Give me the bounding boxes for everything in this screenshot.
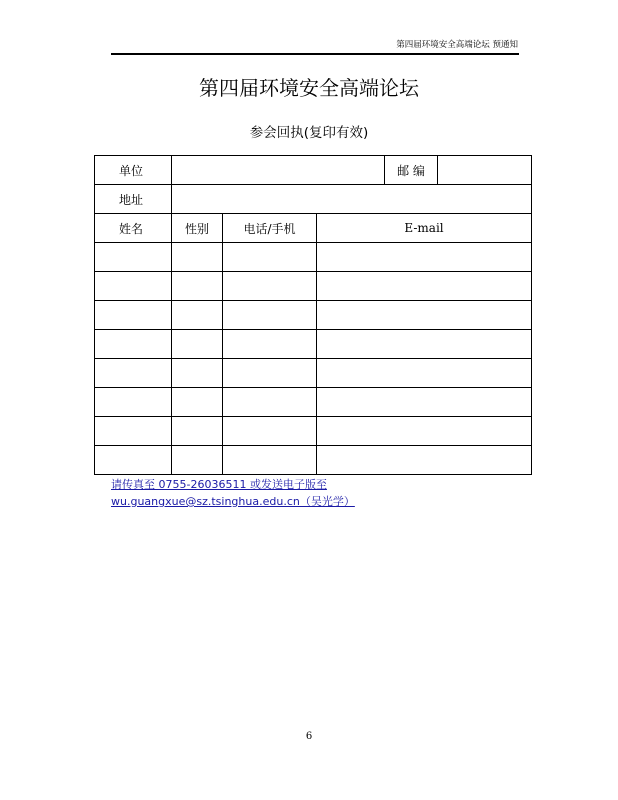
email-cell[interactable]: [317, 330, 532, 359]
unit-row: [95, 156, 532, 185]
attendee-row: [95, 243, 532, 272]
phone-column-header: 电话/手机: [223, 214, 317, 243]
attendee-row: [95, 301, 532, 330]
email-cell[interactable]: [317, 359, 532, 388]
document-subtitle: 参会回执(复印有效): [249, 125, 369, 141]
header-divider: [111, 53, 519, 55]
phone-cell[interactable]: [223, 330, 317, 359]
email-cell[interactable]: [317, 272, 532, 301]
name-cell[interactable]: [95, 243, 172, 272]
gender-cell[interactable]: [172, 272, 223, 301]
email-cell[interactable]: [317, 388, 532, 417]
phone-cell[interactable]: [223, 301, 317, 330]
email-cell[interactable]: [317, 446, 532, 475]
registration-form-table: [94, 155, 532, 475]
name-cell[interactable]: [95, 359, 172, 388]
email-cell[interactable]: [317, 301, 532, 330]
form-body: [95, 156, 532, 475]
name-cell[interactable]: [95, 446, 172, 475]
postcode-field[interactable]: [438, 156, 532, 185]
postcode-label: 邮 编: [385, 156, 438, 185]
attendee-row: [95, 272, 532, 301]
gender-cell[interactable]: [172, 330, 223, 359]
gender-cell[interactable]: [172, 446, 223, 475]
name-cell[interactable]: [95, 330, 172, 359]
email-cell[interactable]: [317, 417, 532, 446]
email-column-header: E-mail: [317, 214, 532, 243]
name-cell[interactable]: [95, 417, 172, 446]
phone-cell[interactable]: [223, 417, 317, 446]
attendee-row: [95, 446, 532, 475]
name-cell[interactable]: [95, 272, 172, 301]
email-cell[interactable]: [317, 243, 532, 272]
column-header-row: [95, 214, 532, 243]
attendee-row: [95, 388, 532, 417]
gender-cell[interactable]: [172, 301, 223, 330]
gender-cell[interactable]: [172, 359, 223, 388]
phone-cell[interactable]: [223, 243, 317, 272]
phone-cell[interactable]: [223, 359, 317, 388]
page-number: 6: [305, 731, 313, 742]
name-column-header: 姓名: [95, 214, 172, 243]
gender-column-header: 性别: [172, 214, 223, 243]
gender-cell[interactable]: [172, 388, 223, 417]
phone-cell[interactable]: [223, 388, 317, 417]
attendee-row: [95, 417, 532, 446]
running-header: 第四届环境安全高端论坛 预通知: [396, 40, 518, 50]
document-title: 第四届环境安全高端论坛: [199, 76, 419, 100]
phone-cell[interactable]: [223, 446, 317, 475]
unit-field[interactable]: [172, 156, 385, 185]
unit-label: 单位: [95, 156, 172, 185]
address-field[interactable]: [172, 185, 532, 214]
address-row: [95, 185, 532, 214]
gender-cell[interactable]: [172, 417, 223, 446]
phone-cell[interactable]: [223, 272, 317, 301]
gender-cell[interactable]: [172, 243, 223, 272]
address-label: 地址: [95, 185, 172, 214]
name-cell[interactable]: [95, 388, 172, 417]
name-cell[interactable]: [95, 301, 172, 330]
attendee-row: [95, 359, 532, 388]
attendee-row: [95, 330, 532, 359]
submission-instructions[interactable]: 请传真至 0755-26036511 或发送电子版至 wu.guangxue@sz.tsinghua.edu.cn（吴光学）: [111, 478, 355, 508]
